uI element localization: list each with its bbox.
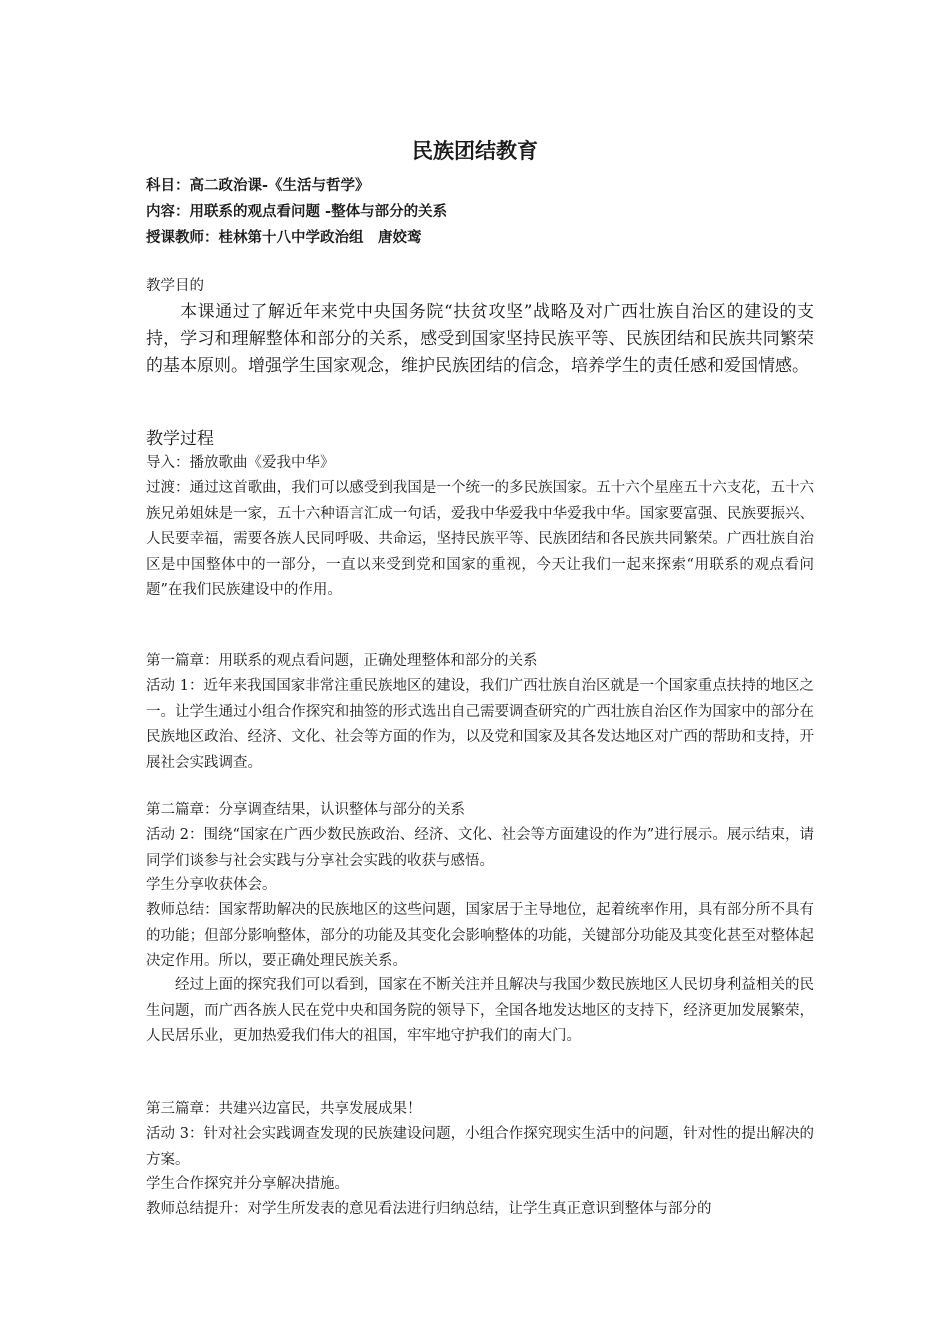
intro-line: 导入：播放歌曲《爱我中华》 (146, 455, 335, 471)
teacher-summary-paragraph: 教师总结：国家帮助解决的民族地区的这些问题，国家居于主导地位，起着统率作用，具有部分所不具有的功能；但部分影响整体，部分的功能及其变化会影响整体的功能，关键部分功能及其变化甚至对整体起决定作用。所以，要正确处理民族关系。 (146, 902, 814, 970)
transition-paragraph: 过渡：通过这首歌曲，我们可以感受到我国是一个统一的多民族国家。五十六个星座五十六支花，五十六族兄弟姐妹是一家，五十六种语言汇成一句话，爱我中华爱我中华爱我中华。国家要富强、民族要振兴、人民要幸福，需要各族人民同呼吸、共命运，坚持民族平等、民族团结和各民族共同繁荣。广西壮族自治区是中国整体中的一部分，一直以来受到党和国家的重视，今天让我们一起来探索“用联系的观点看问题”在我们民族建设中的作用。 (146, 480, 814, 599)
content-line: 内容：用联系的观点看问题 -整体与部分的关系 (146, 203, 448, 220)
objective-paragraph: 本课通过了解近年来党中央国务院“扶贫攻坚”战略及对广西壮族自治区的建设的支持，学习和理解整体和部分的关系，感受到国家坚持民族平等、民族团结和民族共同繁荣的基本原则。增强学生国家观念，维护民族团结的信念，培养学生的责任感和爱国情感。 (146, 302, 814, 376)
objective-heading: 教学目的 (146, 278, 204, 294)
student-explore-line: 学生合作探究并分享解决措施。 (146, 1176, 349, 1192)
activity2-paragraph: 活动 2：围绕“国家在广西少数民族政治、经济、文化、社会等方面建设的作为”进行展示。展示结束，请同学们谈参与社会实践与分享社会实践的收获与感悟。 (146, 827, 814, 869)
conclusion-paragraph: 经过上面的探究我们可以看到，国家在不断关注并且解决与我国少数民族地区人民切身利益相关的民生问题，而广西各族人民在党中央和国务院的领导下，全国各地发达地区的支持下，经济更加发展繁荣，人民居乐业，更加热爱我们伟大的祖国，牢牢地守护我们的南大门。 (146, 977, 814, 1045)
process-heading: 教学过程 (146, 429, 214, 449)
chapter3-heading: 第三篇章：共建兴边富民，共享发展成果！ (146, 1101, 422, 1117)
student-share-line: 学生分享收获体会。 (146, 877, 277, 893)
chapter2-heading: 第二篇章：分享调查结果，认识整体与部分的关系 (146, 802, 465, 818)
activity1-paragraph: 活动 1：近年来我国国家非常注重民族地区的建设，我们广西壮族自治区就是一个国家重点扶持的地区之一。让学生通过小组合作探究和抽签的形式选出自己需要调查研究的广西壮族自治区作为国家中的部分在民族地区政治、经济、文化、社会等方面的作为，以及党和国家及其各发达地区对广西的帮助和支持，开展社会实践调查。 (146, 678, 814, 771)
teacher-line: 授课教师：桂林第十八中学政治组 唐姣鸾 (146, 229, 422, 246)
teacher-summary2-line: 教师总结提升：对学生所发表的意见看法进行归纳总结，让学生真正意识到整体与部分的 (146, 1201, 712, 1217)
activity3-paragraph: 活动 3：针对社会实践调查发现的民族建设问题，小组合作探究现实生活中的问题，针对性的提出解决的方案。 (146, 1126, 814, 1168)
chapter1-heading: 第一篇章：用联系的观点看问题，正确处理整体和部分的关系 (146, 653, 538, 669)
document-title: 民族团结教育 (412, 138, 538, 163)
subject-line: 科目：高二政治课-《生活与哲学》 (146, 177, 370, 194)
